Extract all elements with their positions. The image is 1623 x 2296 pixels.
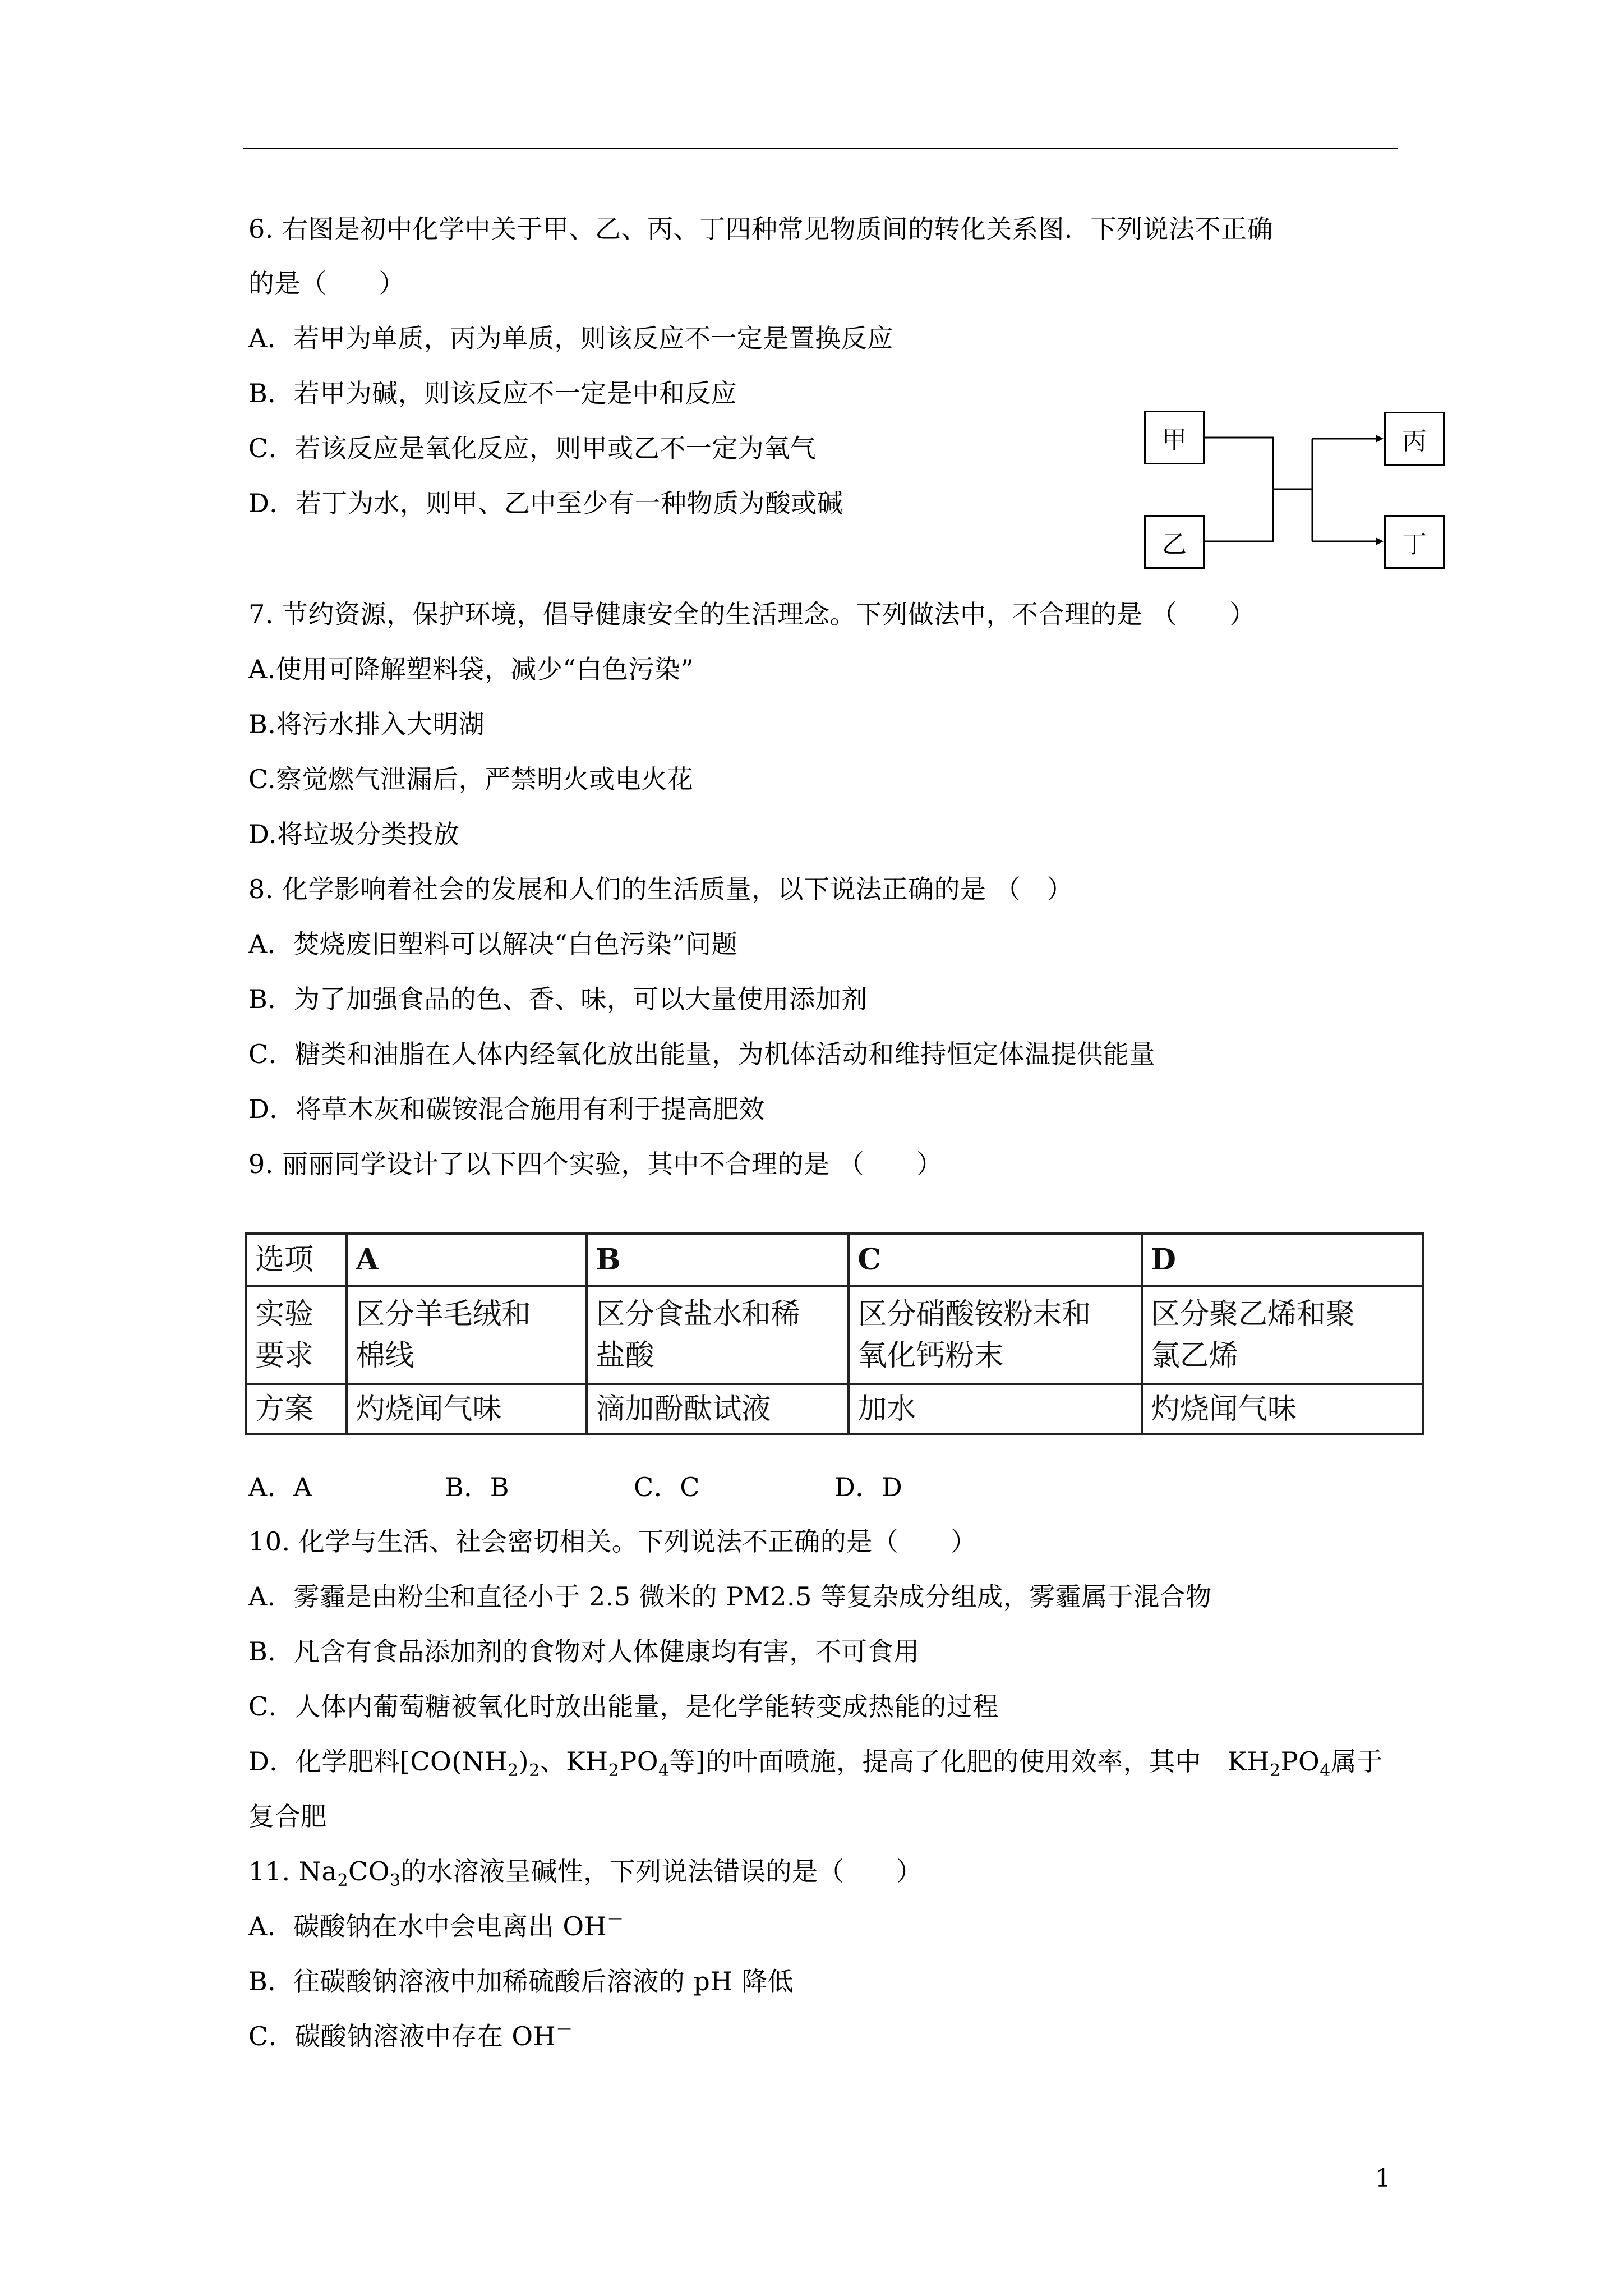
cell-line: 实验 bbox=[255, 1297, 314, 1331]
subscript: 4 bbox=[1320, 1761, 1331, 1780]
q8-option-a: A．焚烧废旧塑料可以解决“白色污染”问题 bbox=[248, 929, 738, 959]
superscript: － bbox=[556, 2020, 573, 2040]
q9-option-a: A．A bbox=[248, 1472, 312, 1502]
subscript: 3 bbox=[389, 1871, 401, 1890]
q8-option-b: B．为了加强食品的色、香、味，可以大量使用添加剂 bbox=[248, 984, 868, 1014]
q6-option-d: D．若丁为水，则甲、乙中至少有一种物质为酸或碱 bbox=[248, 488, 843, 518]
subscript: 4 bbox=[658, 1761, 670, 1780]
node-yi: 乙 bbox=[1144, 515, 1205, 569]
cell-line: 氯乙烯 bbox=[1150, 1339, 1238, 1373]
subscript: 2 bbox=[1269, 1761, 1281, 1780]
cell-line: 棉线 bbox=[356, 1339, 414, 1373]
q6-stem-cont: 的是（ ） bbox=[248, 268, 405, 298]
text-run: 11. Na bbox=[248, 1856, 338, 1887]
q7-option-d: D.将垃圾分类投放 bbox=[248, 819, 460, 849]
table-row bbox=[246, 1384, 1423, 1434]
cell-line: 区分食盐水和稀 bbox=[596, 1297, 800, 1331]
node-jia: 甲 bbox=[1144, 411, 1205, 464]
q7-option-a: A.使用可降解塑料袋，减少“白色污染” bbox=[248, 654, 694, 684]
q10-option-d-cont: 复合肥 bbox=[248, 1801, 327, 1832]
q11-stem bbox=[248, 1855, 923, 1888]
text-run: PO bbox=[1280, 1746, 1320, 1777]
q10-option-b: B．凡含有食品添加剂的食物对人体健康均有害，不可食用 bbox=[248, 1636, 920, 1667]
q10-option-d bbox=[248, 1745, 1383, 1778]
q7-stem: 7. 节约资源，保护环境，倡导健康安全的生活理念。下列做法中，不合理的是 （ ） bbox=[248, 599, 1256, 629]
text-run: 、KH bbox=[540, 1746, 608, 1777]
q7-option-c: C.察觉燃气泄漏后，严禁明火或电火花 bbox=[248, 764, 694, 794]
table-header-cell: C bbox=[849, 1234, 1142, 1286]
text-run: C．碳酸钠溶液中存在 OH bbox=[248, 2021, 556, 2051]
text-run: 的水溶液呈碱性，下列说法错误的是（ ） bbox=[400, 1856, 923, 1887]
experiment-table bbox=[245, 1232, 1424, 1435]
text-run: 属于 bbox=[1330, 1746, 1383, 1777]
cell-line: 区分聚乙烯和聚 bbox=[1150, 1297, 1355, 1331]
node-ding: 丁 bbox=[1384, 515, 1445, 569]
table-header-cell: A bbox=[347, 1234, 587, 1286]
table-header-cell: 选项 bbox=[246, 1234, 347, 1286]
text-run: D．化学肥料[CO(NH bbox=[248, 1746, 508, 1777]
node-bing: 丙 bbox=[1384, 412, 1445, 466]
q11-option-a bbox=[248, 1910, 624, 1943]
cell-line: 区分羊毛绒和 bbox=[356, 1297, 531, 1331]
conversion-diagram bbox=[1144, 404, 1458, 583]
q7-option-b: B.将污水排入大明湖 bbox=[248, 709, 485, 739]
q9-option-d: D．D bbox=[834, 1472, 903, 1502]
text-run: PO bbox=[619, 1746, 658, 1777]
table-cell: 灼烧闻气味 bbox=[347, 1384, 587, 1434]
page-number: 1 bbox=[1375, 2164, 1391, 2193]
cell-line: 区分硝酸铵粉末和 bbox=[857, 1297, 1091, 1331]
text-run: 等]的叶面喷施，提高了化肥的使用效率，其中 KH bbox=[669, 1746, 1270, 1777]
table-cell: 灼烧闻气味 bbox=[1142, 1384, 1423, 1434]
q6-stem: 6. 右图是初中化学中关于甲、乙、丙、丁四种常见物质间的转化关系图．下列说法不正确 bbox=[248, 214, 1274, 244]
table-cell bbox=[849, 1286, 1142, 1384]
table-row bbox=[246, 1286, 1423, 1384]
text-run: ) bbox=[518, 1746, 529, 1777]
cell-line: 氧化钙粉末 bbox=[857, 1339, 1004, 1373]
q6-option-b: B．若甲为碱，则该反应不一定是中和反应 bbox=[248, 378, 737, 408]
table-cell: 滴加酚酞试液 bbox=[587, 1384, 849, 1434]
q9-option-c: C．C bbox=[634, 1472, 700, 1502]
q11-option-b: B．往碳酸钠溶液中加稀硫酸后溶液的 pH 降低 bbox=[248, 1966, 794, 1996]
table-cell bbox=[347, 1286, 587, 1384]
q11-option-c bbox=[248, 2019, 573, 2053]
header-rule bbox=[243, 148, 1398, 149]
text-run: A．碳酸钠在水中会电离出 OH bbox=[248, 1911, 607, 1941]
q10-stem: 10. 化学与生活、社会密切相关。下列说法不正确的是（ ） bbox=[248, 1526, 977, 1557]
q10-option-c: C．人体内葡萄糖被氧化时放出能量，是化学能转变成热能的过程 bbox=[248, 1691, 999, 1722]
superscript: － bbox=[607, 1910, 624, 1930]
subscript: 2 bbox=[508, 1761, 519, 1780]
table-cell bbox=[1142, 1286, 1423, 1384]
q8-stem: 8. 化学影响着社会的发展和人们的生活质量，以下说法正确的是 （ ） bbox=[248, 874, 1073, 904]
subscript: 2 bbox=[529, 1761, 540, 1780]
subscript: 2 bbox=[608, 1761, 620, 1780]
table-row-label bbox=[246, 1286, 347, 1384]
q6-option-c: C．若该反应是氧化反应，则甲或乙不一定为氧气 bbox=[248, 433, 817, 463]
q9-stem: 9. 丽丽同学设计了以下四个实验，其中不合理的是 （ ） bbox=[248, 1149, 943, 1179]
table-cell bbox=[587, 1286, 849, 1384]
q8-option-c: C．糖类和油脂在人体内经氧化放出能量，为机体活动和维持恒定体温提供能量 bbox=[248, 1039, 1155, 1069]
q9-option-b: B．B bbox=[445, 1472, 510, 1502]
cell-line: 要求 bbox=[255, 1339, 314, 1373]
cell-line: 盐酸 bbox=[596, 1339, 654, 1373]
text-run: CO bbox=[348, 1856, 390, 1887]
q6-option-a: A．若甲为单质，丙为单质，则该反应不一定是置换反应 bbox=[248, 323, 893, 353]
table-cell: 加水 bbox=[849, 1384, 1142, 1434]
table-row bbox=[246, 1234, 1423, 1286]
table-header-cell: D bbox=[1142, 1234, 1423, 1286]
q8-option-d: D．将草木灰和碳铵混合施用有利于提高肥效 bbox=[248, 1094, 765, 1124]
subscript: 2 bbox=[337, 1871, 349, 1890]
table-row-label: 方案 bbox=[246, 1384, 347, 1434]
q10-option-a: A．雾霾是由粉尘和直径小于 2.5 微米的 PM2.5 等复杂成分组成，雾霾属于混合物 bbox=[248, 1581, 1212, 1612]
table-header-cell: B bbox=[587, 1234, 849, 1286]
